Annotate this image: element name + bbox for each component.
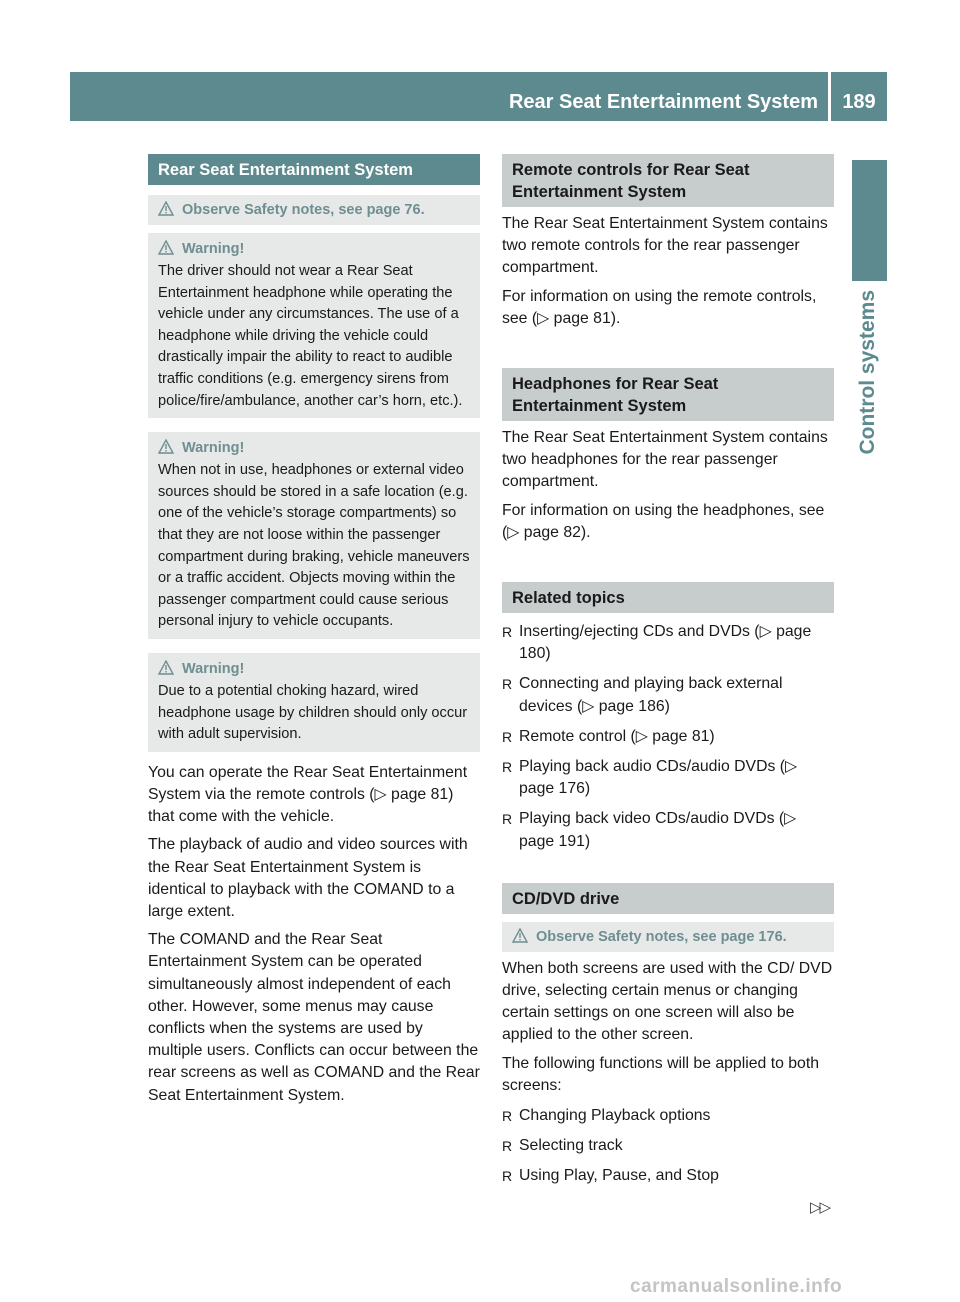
paragraph: For information on using the headphones, see (▷ page 82). [502,501,825,541]
warning-title: Warning! [182,440,245,457]
left-column [148,154,480,1107]
section-title-headphones: Headphones for Rear Seat Entertainment System [502,368,834,421]
list-item: R Using Play, Pause, and Stop [502,1165,834,1187]
list-item: R Connecting and playing back external devices (▷ page 186) [502,673,834,717]
side-tab-label: Control systems [856,290,879,455]
safety-note [148,195,480,225]
warning-text: Due to a potential choking hazard, wired headphone usage by children should only occur with adult supervision. [158,682,468,743]
paragraph: For information on using the remote controls, see (▷ page 81). [502,287,817,327]
warning-title: Warning! [182,241,245,257]
warning-box-1 [148,233,480,418]
safety-note [502,922,834,952]
page-number: 189 [842,91,876,113]
safety-note-text: Observe Safety notes, see page 176. [536,928,787,945]
paragraph: The Rear Seat Entertainment System contains two remote controls for the rear passenger compartment. [502,215,828,277]
side-tab [838,290,898,550]
warning-triangle-icon [158,201,176,216]
header-title: Rear Seat Entertainment System [508,91,818,113]
section-title-related-topics: Related topics [502,582,834,613]
side-tab-marker [852,160,887,281]
paragraph: The Rear Seat Entertainment System contains two headphones for the rear passenger compartment. [502,429,828,491]
paragraph: The COMAND and the Rear Seat Entertainment System can be operated simultaneously almost independent of each other. However, some menus may cause conflicts when the systems are used by multiple users. Conflicts can occur between the rear screens as well as COMAND and the Rear Seat Entertainment System. [148,931,480,1104]
paragraph: You can operate the Rear Seat Entertainment System via the remote controls (▷ page 81) that come with the vehicle. [148,763,468,826]
page-header [70,72,887,121]
related-topics-list [502,621,834,853]
shared-functions-list [502,1105,834,1188]
list-item: R Remote control (▷ page 81) [502,726,834,748]
warning-triangle-icon [158,439,176,454]
continued-arrows-icon: ▷▷ [810,1199,830,1216]
right-column [502,154,834,1196]
list-item: R Inserting/ejecting CDs and DVDs (▷ page 180) [502,621,834,665]
section-title-remote-controls: Remote controls for Rear Seat Entertainment System [502,154,834,207]
list-item: R Selecting track [502,1135,834,1157]
warning-heading [158,437,470,459]
section-title-rse: Rear Seat Entertainment System [148,154,480,185]
warning-triangle-icon [158,240,176,255]
safety-note-text: Observe Safety notes, see page 76. [182,202,425,218]
watermark: carmanualsonline.info [630,1276,843,1297]
paragraph: The following functions will be applied to both screens: [502,1054,820,1094]
warning-title: Warning! [182,660,245,677]
paragraph: The playback of audio and video sources with the Rear Seat Entertainment System is identical to playback with the COMAND to a large extent. [148,836,468,920]
warning-heading [158,658,470,680]
list-item: R Playing back video CDs/audio DVDs (▷ page 191) [502,808,834,852]
section-title-cd-dvd-drive: CD/DVD drive [502,883,834,914]
list-item: R Playing back audio CDs/audio DVDs (▷ page 176) [502,756,834,800]
paragraph: When both screens are used with the CD/ DVD drive, selecting certain menus or changing certain settings on one screen will also be applied to the other screen. [502,959,833,1044]
list-item: R Changing Playback options [502,1105,834,1127]
warning-triangle-icon [158,660,176,675]
warning-text: The driver should not wear a Rear Seat Entertainment headphone while operating the vehicle under any circumstances. The use of a headphone while driving the vehicle could drastically impair the ability to react to audible traffic conditions (e.g. emergency sirens from police/fire/ambulance, another car’s horn, etc.). [158,263,463,409]
warning-text: When not in use, headphones or external video sources should be stored in a safe location (e.g. one of the vehicle’s storage compartments) so that they are not loose within the passenger compartment during braking, vehicle maneuvers or a traffic accident. Objects moving within the passenger compartment could cause serious personal injury to vehicle occupants. [158,462,470,630]
warning-triangle-icon [512,928,530,943]
warning-box-3 [148,653,480,752]
warning-heading [158,238,470,260]
warning-box-2 [148,432,480,639]
